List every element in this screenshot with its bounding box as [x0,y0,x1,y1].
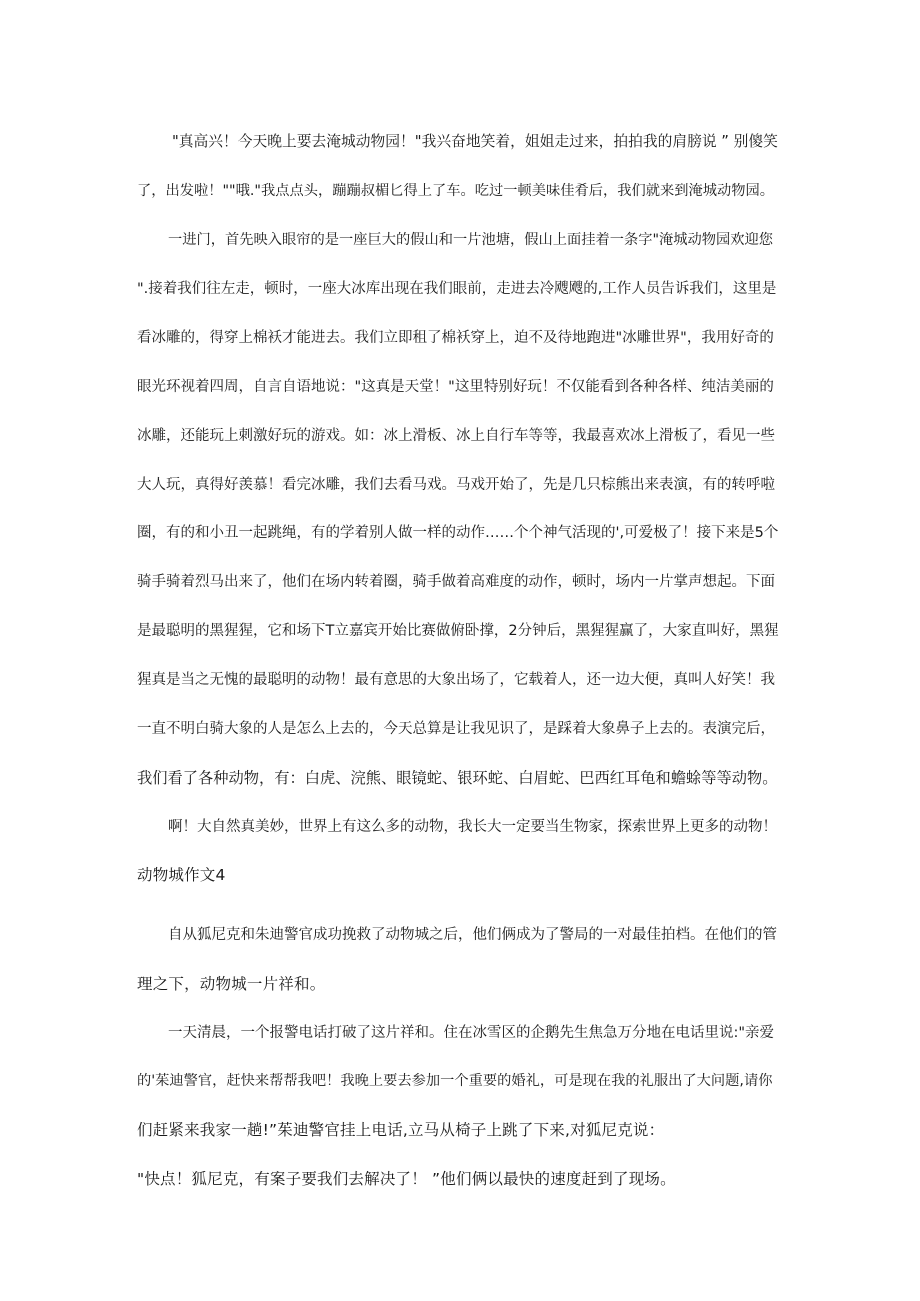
paragraph-line: 一直不明白骑大象的人是怎么上去的，今天总算是让我见识了，是踩着大象鼻子上去的。表演完后， [137,721,775,737]
section-heading: 动物城作文4 [137,866,226,884]
paragraph-line: 冰雕，还能玩上刺激好玩的游戏。如：冰上滑板、冰上自行车等等，我最喜欢冰上滑板了，看见一些 [137,428,775,444]
paragraph-line: 是最聪明的黑猩猩，它和场下T立嘉宾开始比赛做俯卧撑，2分钟后，黑猩猩赢了，大家直叫好，黑猩 [137,623,779,639]
paragraph-line: 一进门，首先映入眼帘的是一座巨大的假山和一片池塘，假山上面挂着一条字"淹城动物园欢迎您 [168,232,774,248]
paragraph-line: 的'茱迪警官，赶快来帮帮我吧！我晚上要去参加一个重要的婚礼，可是现在我的礼服出了大问题,请你 [137,1073,773,1089]
paragraph-line: 们赶紧来我家一趟!”茱迪警官挂上电话,立马从椅子上跳了下来,对狐尼克说： [137,1121,665,1139]
paragraph-line: 看冰雕的，得穿上棉袄才能进去。我们立即租了棉袄穿上，迫不及待地跑进"冰雕世界"，我用好奇的 [137,330,774,346]
paragraph-line: 自从狐尼克和朱迪警官成功挽救了动物城之后，他们俩成为了警局的一对最佳拍档。在他们的管 [168,927,777,943]
paragraph-line: 我们看了各种动物，有：白虎、浣熊、眼镜蛇、银环蛇、白眉蛇、巴西红耳龟和蟾蜍等等动物。 [137,769,778,787]
paragraph-line: 圈，有的和小丑一起跳绳，有的学着别人做一样的动作……个个神气活现的',可爱极了！接下来是5个 [137,525,779,541]
paragraph-line: 骑手骑着烈马出来了，他们在场内转着圈，骑手做着高难度的动作，顿时，场内一片掌声想起。下面 [137,574,775,590]
paragraph-line: ".接着我们往左走，顿时，一座大冰库出现在我们眼前，走进去冷飕飕的,工作人员告诉我们，这里是 [137,281,777,297]
paragraph-line: "快点！狐尼克，有案子要我们去解决了！ ”他们俩以最快的速度赶到了现场。 [137,1170,676,1188]
paragraph-line: 理之下，动物城一片祥和。 [137,975,326,993]
paragraph-line: 眼光环视着四周，自言自语地说："这真是天堂！"这里特别好玩！不仅能看到各种各样、纯洁美丽的 [137,379,774,395]
paragraph-line: 一天清晨，一个报警电话打破了这片祥和。住在冰雪区的企鹅先生焦急万分地在电话里说:"亲爱 [168,1025,775,1041]
paragraph-line: 大人玩，真得好羡慕！看完冰雕，我们去看马戏。马戏开始了，先是几只棕熊出来表演，有的转呼啦 [137,477,775,493]
paragraph-line: "真高兴！今天晚上要去淹城动物园！"我兴奋地笑着，姐姐走过来，拍拍我的肩膀说 ” 别傻笑 [172,133,778,150]
paragraph-line: 啊！大自然真美妙，世界上有这么多的动物，我长大一定要当生物家，探索世界上更多的动物！ [168,819,777,835]
paragraph-line: 猩真是当之无愧的最聪明的动物！最有意思的大象出场了，它载着人，还一边大便，真叫人好笑！我 [137,672,775,688]
paragraph-line: 了，出发啦！""哦."我点点头，蹦蹦叔楣匕得上了车。吃过一顿美味佳肴后，我们就来到淹城动物园。 [137,183,774,199]
